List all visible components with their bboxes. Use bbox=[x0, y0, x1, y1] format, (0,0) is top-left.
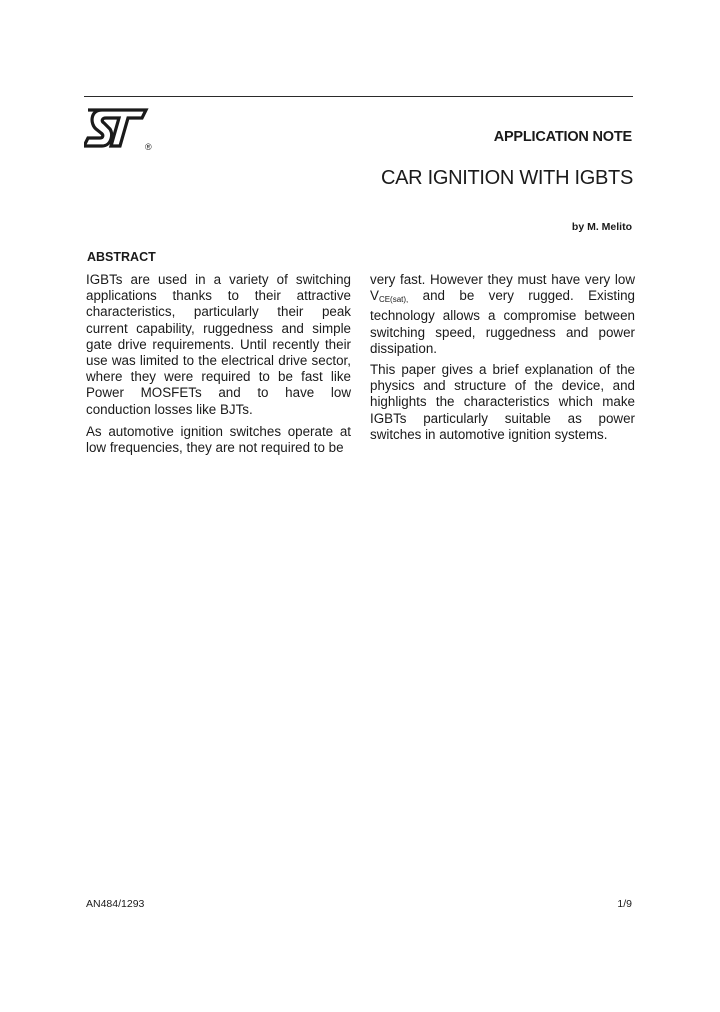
st-logo bbox=[84, 106, 156, 152]
doc-type: APPLICATION NOTE bbox=[493, 129, 632, 145]
doc-number: AN484/1293 bbox=[86, 898, 145, 910]
registered-mark: ® bbox=[145, 142, 152, 152]
para2-cont-pre: very fast. However they must have very low bbox=[370, 272, 635, 287]
author: by M. Melito bbox=[571, 221, 632, 233]
page-title: CAR IGNITION WITH IGBTS bbox=[381, 167, 633, 189]
vce-symbol: V bbox=[370, 288, 379, 304]
abstract-paragraph-1: IGBTs are used in a variety of switching applications thanks to their attractive characteristics, particularly their peak current capability, ruggedness and simple gate drive requirements. Until recently their use was limited to the electrical drive sector, where they were required to be fast like Power MOSFETs and to have low conduction losses like BJTs. bbox=[86, 272, 351, 417]
header-rule bbox=[84, 96, 633, 97]
abstract-column-left bbox=[86, 272, 351, 462]
para2-cont-post: and be very rugged. Existing technology allows a compromise between switching speed, ruggedness and power dissipation. bbox=[370, 288, 635, 356]
abstract-paragraph-2: As automotive ignition switches operate at low frequencies, they are not required to be bbox=[86, 423, 351, 456]
vce-subscript: CE(sat), bbox=[378, 295, 409, 305]
abstract-paragraph-3: This paper gives a brief explanation of the physics and structure of the device, and highlights the characteristics which make IGBTs particularly suitable as power switches in automotive ignition systems. bbox=[370, 362, 635, 442]
page-number: 1/9 bbox=[617, 898, 632, 910]
abstract-column-right bbox=[370, 272, 635, 449]
abstract-heading: ABSTRACT bbox=[87, 250, 156, 264]
abstract-paragraph-2-continued bbox=[370, 272, 635, 357]
